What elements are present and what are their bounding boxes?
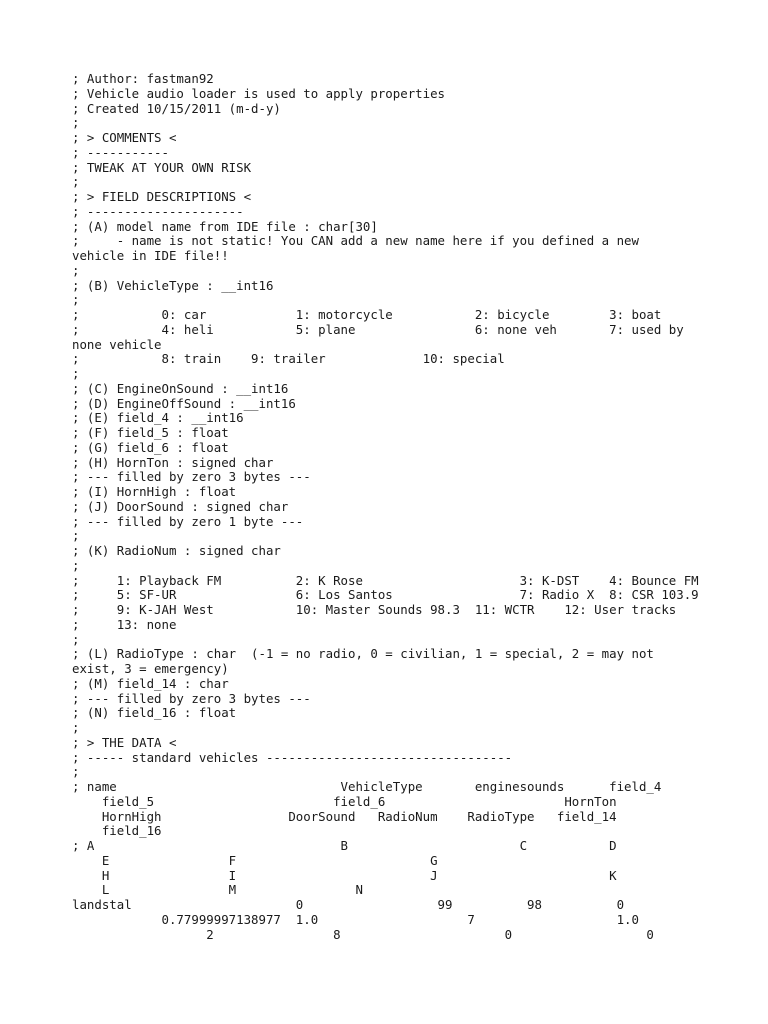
doc-line: ; 13: none: [72, 616, 177, 632]
doc-line: ; - name is not static! You CAN add a new name here if you defined a new: [72, 233, 639, 249]
doc-line: exist, 3 = emergency): [72, 661, 229, 676]
doc-line: ; 0: car 1: motorcycle 2: bicycle 3: boat: [72, 307, 662, 322]
doc-line: ; (N) field_16 : float: [72, 705, 237, 721]
doc-line: ; (K) RadioNum : signed char: [72, 543, 281, 558]
doc-line: ; 8: train 9: trailer 10: special: [72, 351, 505, 367]
doc-line: ; (E) field_4 : __int16: [72, 410, 244, 426]
doc-line: ; (G) field_6 : float: [72, 439, 229, 455]
doc-line: ; Author: fastman92: [72, 72, 214, 86]
doc-line: ;: [72, 174, 80, 190]
doc-line: ; > THE DATA <: [72, 734, 177, 750]
doc-line: ; ----- standard vehicles ---------------------------------: [72, 749, 513, 765]
doc-line: ; > COMMENTS <: [72, 130, 177, 145]
doc-line: ;: [72, 720, 80, 735]
doc-line: ;: [72, 631, 80, 647]
doc-line: H I J K: [72, 867, 617, 883]
doc-line: HornHigh DoorSound RadioNum RadioType field_14: [72, 808, 617, 824]
document-body: [72, 72, 752, 942]
doc-line: ; (B) VehicleType : __int16: [72, 277, 274, 293]
doc-line: ; A B C D: [72, 838, 617, 853]
doc-line: E F G: [72, 852, 438, 868]
doc-line: landstal 0 99 98 0: [72, 897, 625, 912]
doc-line: ; (F) field_5 : float: [72, 425, 229, 440]
doc-line: ;: [72, 557, 80, 573]
doc-line: ; (L) RadioType : char (-1 = no radio, 0 = civilian, 1 = special, 2 = may not: [72, 646, 654, 662]
doc-line: field_16: [72, 823, 162, 839]
doc-line: ; -----------: [72, 144, 169, 160]
doc-line: L M N: [72, 882, 363, 898]
doc-line: ; 5: SF-UR 6: Los Santos 7: Radio X 8: CSR 103.9: [72, 587, 699, 603]
doc-line: none vehicle: [72, 336, 162, 352]
doc-line: ; Vehicle audio loader is used to apply properties: [72, 85, 445, 101]
doc-line: ;: [72, 262, 80, 278]
doc-line: 0.77999997138977 1.0 7 1.0: [72, 911, 639, 927]
doc-line: 2 8 0 0: [72, 926, 654, 942]
doc-line: ; (C) EngineOnSound : __int16: [72, 380, 289, 396]
doc-line: ; --- filled by zero 3 bytes ---: [72, 690, 311, 706]
doc-line: ;: [72, 366, 80, 381]
doc-line: vehicle in IDE file!!: [72, 248, 229, 263]
doc-line: ;: [72, 115, 80, 131]
doc-line: ; TWEAK AT YOUR OWN RISK: [72, 159, 252, 175]
doc-line: ; --- filled by zero 1 byte ---: [72, 513, 304, 529]
doc-line: ;: [72, 528, 80, 544]
doc-line: ; (D) EngineOffSound : __int16: [72, 395, 296, 411]
doc-line: ; --- filled by zero 3 bytes ---: [72, 469, 311, 485]
doc-line: ; (I) HornHigh : float: [72, 484, 237, 499]
doc-line: ; name VehicleType enginesounds field_4: [72, 779, 662, 794]
doc-line: ; Created 10/15/2011 (m-d-y): [72, 100, 281, 116]
doc-line: ; > FIELD DESCRIPTIONS <: [72, 189, 252, 204]
doc-line: ;: [72, 292, 80, 308]
doc-line: ; 1: Playback FM 2: K Rose 3: K-DST 4: Bounce FM: [72, 572, 699, 588]
doc-line: ; (H) HornTon : signed char: [72, 454, 274, 470]
doc-line: ; ---------------------: [72, 203, 244, 219]
doc-line: ; (J) DoorSound : signed char: [72, 498, 289, 514]
doc-line: ; 4: heli 5: plane 6: none veh 7: used by: [72, 321, 684, 337]
doc-line: field_5 field_6 HornTon: [72, 793, 617, 809]
doc-line: ; 9: K-JAH West 10: Master Sounds 98.3 11: WCTR 12: User tracks: [72, 602, 677, 617]
doc-line: ; (A) model name from IDE file : char[30]: [72, 218, 378, 234]
doc-line: ;: [72, 764, 80, 780]
doc-line: ; (M) field_14 : char: [72, 675, 229, 691]
